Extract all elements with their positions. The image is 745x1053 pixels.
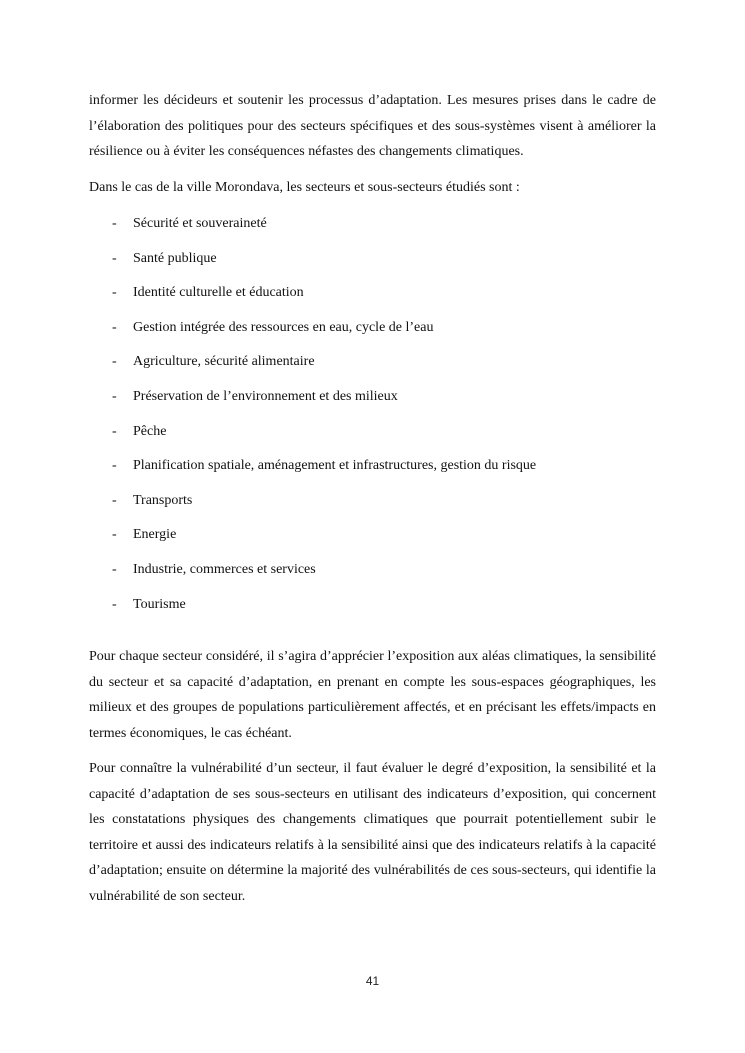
list-dash: - [112,285,117,301]
list-dash: - [112,527,117,543]
list-item-text: Gestion intégrée des ressources en eau, cycle de l’eau [133,319,434,335]
list-item-text: Transports [133,492,193,508]
list-item [89,352,656,387]
list-item-text: Pêche [133,423,167,439]
paragraph-intro-continuation: informer les décideurs et soutenir les processus d’adaptation. Les mesures prises dans le cadre de l’élaboration des politiques pour des secteurs spécifiques et des sous-systèmes visent à améliorer la résilience ou à éviter les conséquences néfastes des changements climatiques. [89,93,656,159]
list-item [89,422,656,457]
list-item-text: Energie [133,527,177,543]
list-dash: - [112,354,117,370]
list-item-text: Identité culturelle et éducation [133,285,304,301]
list-item-text: Industrie, commerces et services [133,561,316,577]
list-item [89,283,656,318]
list-item-text: Tourisme [133,596,186,612]
list-dash: - [112,216,117,231]
sectors-list [89,214,656,629]
list-item [89,491,656,526]
paragraph-vulnerability-method: Pour connaître la vulnérabilité d’un secteur, il faut évaluer le degré d’exposition, la sensibilité et la capacité d’adaptation de ses sous-secteurs en utilisant des indicateurs d’exposition, qui concernent les constatations physiques des changements climatiques que pourrait potentiellement subir le territoire et aussi des indicateurs relatifs à la sensibilité ainsi que des indicateurs relatifs à la capacité d’adaptation; ensuite on détermine la majorité des vulnérabilités de ces sous-secteurs, qui identifie la vulnérabilité de son secteur. [89,761,656,904]
list-item [89,525,656,560]
list-dash: - [112,561,117,577]
list-item-text: Planification spatiale, aménagement et infrastructures, gestion du risque [133,458,537,474]
list-item-text: Préservation de l’environnement et des milieux [133,388,398,404]
list-dash: - [112,458,117,474]
list-dash: - [112,423,117,439]
list-item [89,387,656,422]
list-dash: - [112,319,117,335]
paragraph-sectors-intro: Dans le cas de la ville Morondava, les secteurs et sous-secteurs étudiés sont : [89,179,520,195]
list-item [89,456,656,491]
list-dash: - [112,596,117,612]
paragraph-sector-assessment: Pour chaque secteur considéré, il s’agira d’apprécier l’exposition aux aléas climatiques, la sensibilité du secteur et sa capacité d’adaptation, en prenant en compte les sous-espaces géographiques, les milieux et des groupes de populations particulièrement affectés, et en précisant les effets/impacts en termes économiques, le cas échéant. [89,649,656,741]
page-number: 41 [365,974,380,988]
list-dash: - [112,250,117,266]
list-item-text: Santé publique [133,250,217,266]
list-dash: - [112,388,117,404]
list-dash: - [112,492,117,508]
list-item [89,318,656,353]
list-item [89,595,656,630]
list-item [89,560,656,595]
list-item [89,214,656,249]
list-item-text: Agriculture, sécurité alimentaire [133,354,315,370]
list-item [89,249,656,284]
list-item-text: Sécurité et souveraineté [133,216,267,231]
page-body [89,88,656,909]
